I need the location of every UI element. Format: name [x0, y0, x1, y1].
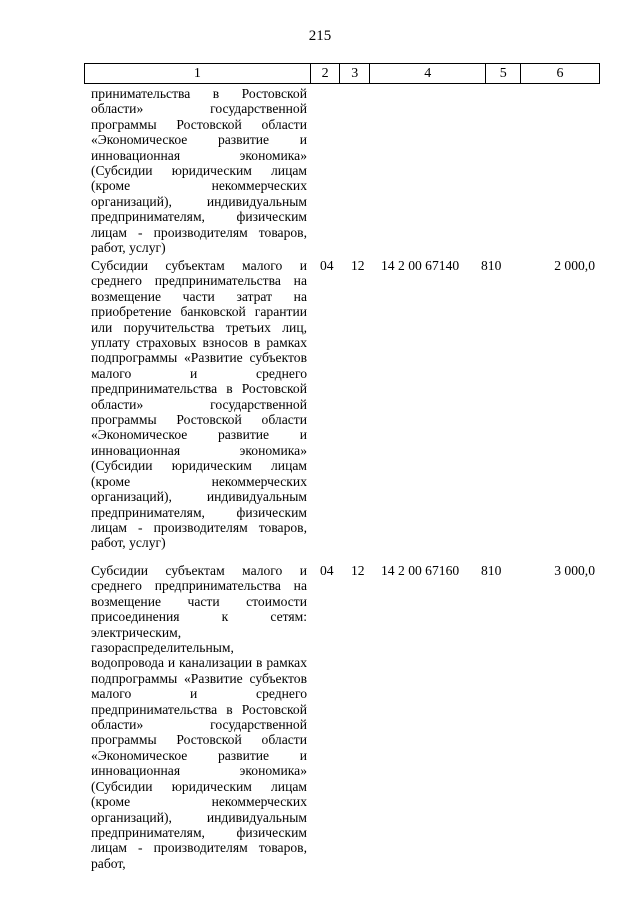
row-2-col-2: 04: [320, 563, 334, 578]
row-1-col-6: 2 000,0: [554, 258, 595, 273]
row-1-col-4: 14 2 00 67140: [381, 258, 460, 273]
header-col-5: 5: [486, 64, 521, 84]
header-col-1: 1: [85, 64, 311, 84]
row-2-col-6: 3 000,0: [554, 563, 595, 578]
header-col-3: 3: [340, 64, 370, 84]
row-1-col-3: 12: [351, 258, 365, 273]
header-col-6: 6: [521, 64, 600, 84]
header-col-2: 2: [310, 64, 340, 84]
row-1-description: Субсидии субъектам малого и среднего предпринимательства на возмещение части затрат на приобретение банковской гарантии или поручительства третьих лиц, уплату страховых взносов в рамках подпрограммы «Развитие субъектов малого и среднего предпринимательства в Ростовской области» государственной программы Ростовской области «Экономическое развитие и инновационная экономика» (Субсидии юридическим лицам (кроме некоммерческих организаций), индивидуальным предпринимателям, физическим лицам - производителям товаров, работ, услуг): [91, 258, 307, 551]
header-col-4: 4: [370, 64, 486, 84]
table-header: [84, 63, 600, 84]
row-2-col-3: 12: [351, 563, 365, 578]
row-2-col-5: 810: [481, 563, 502, 578]
row-1-col-5: 810: [481, 258, 502, 273]
row-continuation-text: принимательства в Ростовской области» государственной программы Ростовской области «Экономическое развитие и инновационная экономика» (Субсидии юридическим лицам (кроме некоммерческих организаций), индивидуальным предпринимателям, физическим лицам - производителям товаров, работ, услуг): [91, 86, 307, 256]
row-2-col-4: 14 2 00 67160: [381, 563, 460, 578]
row-1-col-2: 04: [320, 258, 334, 273]
page-number: 215: [308, 28, 332, 44]
row-2-description: Субсидии субъектам малого и среднего предпринимательства на возмещение части стоимости присоединения к сетям: электрическим, газораспределительным, водопровода и канализации в рамках подпрограммы «Развитие субъектов малого и среднего предпринимательства в Ростовской области» государственной программы Ростовской области «Экономическое развитие и инновационная экономика» (Субсидии юридическим лицам (кроме некоммерческих организаций), индивидуальным предпринимателям, физическим лицам - производителям товаров, работ,: [91, 563, 307, 871]
